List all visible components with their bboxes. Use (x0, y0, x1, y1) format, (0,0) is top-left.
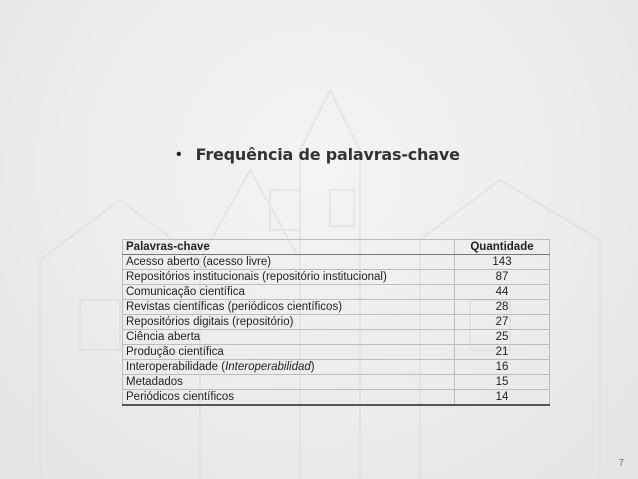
count-cell: 27 (455, 315, 550, 330)
keyword-cell: Acesso aberto (acesso livre) (123, 255, 455, 270)
count-cell: 16 (455, 360, 550, 375)
count-cell: 25 (455, 330, 550, 345)
keyword-cell: Periódicos científicos (123, 390, 455, 406)
keyword-cell: Comunicação científica (123, 285, 455, 300)
count-cell: 28 (455, 300, 550, 315)
keyword-cell: Revistas científicas (periódicos científicos) (123, 300, 455, 315)
keyword-cell: Repositórios institucionais (repositório institucional) (123, 270, 455, 285)
table-row (123, 270, 550, 285)
table-row (123, 390, 550, 406)
table-row (123, 315, 550, 330)
table-row (123, 285, 550, 300)
column-header-keywords: Palavras-chave (123, 240, 455, 255)
slide-heading: Frequência de palavras-chave (195, 145, 460, 164)
table-row (123, 330, 550, 345)
page-number: 7 (618, 458, 624, 469)
table-row (123, 300, 550, 315)
count-cell: 87 (455, 270, 550, 285)
keyword-frequency-table (122, 239, 550, 406)
keyword-cell: Metadados (123, 375, 455, 390)
keyword-cell: Ciência aberta (123, 330, 455, 345)
column-header-quantity: Quantidade (455, 240, 550, 255)
table-row (123, 360, 550, 375)
count-cell: 15 (455, 375, 550, 390)
table-row (123, 255, 550, 270)
keyword-cell: Repositórios digitais (repositório) (123, 315, 455, 330)
count-cell: 143 (455, 255, 550, 270)
keyword-cell (123, 360, 455, 375)
table-row (123, 375, 550, 390)
bullet-dot: • (176, 145, 182, 163)
keyword-cell: Produção científica (123, 345, 455, 360)
keyword-suffix: ) (310, 361, 315, 373)
table-row (123, 345, 550, 360)
keyword-italic: Interoperabilidad (225, 361, 311, 373)
count-cell: 14 (455, 390, 550, 406)
table-header-row (123, 240, 550, 255)
count-cell: 21 (455, 345, 550, 360)
keyword-prefix: Interoperabilidade ( (126, 361, 226, 373)
bullet-item (176, 145, 460, 164)
count-cell: 44 (455, 285, 550, 300)
